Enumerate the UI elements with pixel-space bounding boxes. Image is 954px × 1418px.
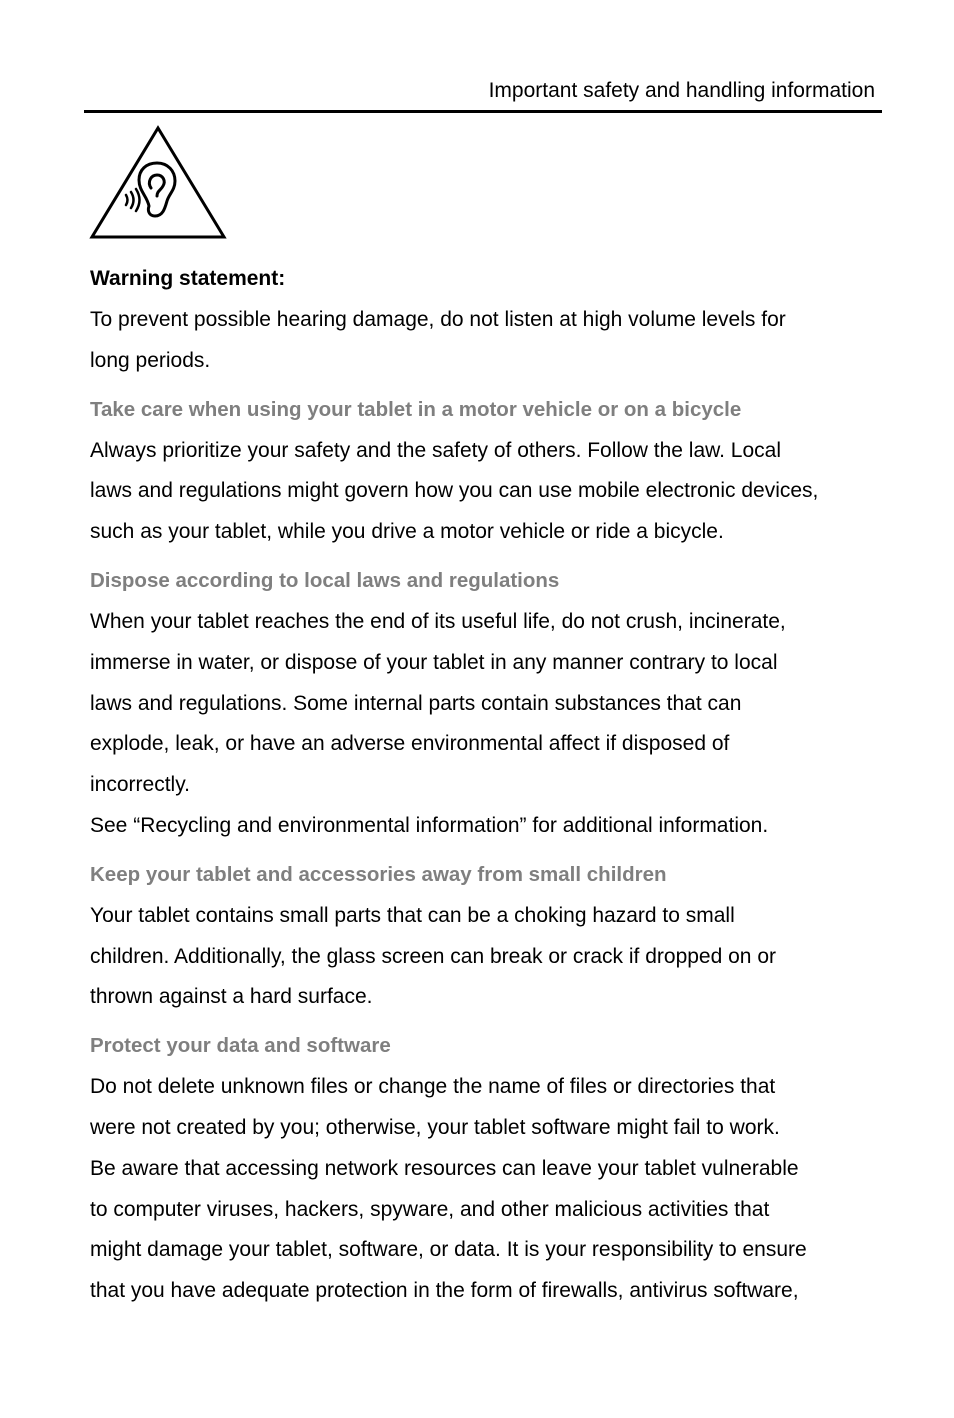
- paragraph-line: laws and regulations. Some internal parts contain substances that can: [90, 691, 742, 715]
- paragraph-line: Be aware that accessing network resources can leave your tablet vulnerable: [90, 1156, 799, 1180]
- section-heading-children: Keep your tablet and accessories away from small children: [90, 862, 667, 886]
- paragraph-line: that you have adequate protection in the form of firewalls, antivirus software,: [90, 1279, 799, 1303]
- paragraph-line: laws and regulations might govern how you can use mobile electronic devices,: [90, 479, 819, 503]
- warning-label: Warning statement:: [90, 267, 286, 290]
- paragraph-line: See “Recycling and environmental information” for additional information.: [90, 813, 769, 837]
- paragraph-line: thrown against a hard surface.: [90, 985, 373, 1009]
- paragraph-line: explode, leak, or have an adverse environmental affect if disposed of: [90, 732, 730, 756]
- warning-line: To prevent possible hearing damage, do not listen at high volume levels for: [90, 308, 786, 331]
- page-content: [90, 262, 890, 1312]
- paragraph-line: Do not delete unknown files or change the name of files or directories that: [90, 1075, 776, 1099]
- paragraph-line: Always prioritize your safety and the safety of others. Follow the law. Local: [90, 438, 782, 462]
- paragraph-line: Your tablet contains small parts that can be a choking hazard to small: [90, 903, 735, 927]
- section-heading-vehicle: Take care when using your tablet in a motor vehicle or on a bicycle: [90, 397, 742, 421]
- paragraph-line: immerse in water, or dispose of your tablet in any manner contrary to local: [90, 650, 778, 674]
- paragraph-line: such as your tablet, while you drive a motor vehicle or ride a bicycle.: [90, 520, 724, 544]
- warning-line: long periods.: [90, 348, 211, 372]
- header-title: Important safety and handling information: [488, 79, 875, 102]
- paragraph-line: to computer viruses, hackers, spyware, and other malicious activities that: [90, 1197, 770, 1221]
- paragraph-line: children. Additionally, the glass screen can break or crack if dropped on or: [90, 944, 776, 968]
- paragraph-line: might damage your tablet, software, or data. It is your responsibility to ensure: [90, 1238, 807, 1262]
- paragraph-line: When your tablet reaches the end of its useful life, do not crush, incinerate,: [90, 609, 786, 633]
- paragraph-line: were not created by you; otherwise, your tablet software might fail to work.: [90, 1115, 780, 1139]
- paragraph-line: incorrectly.: [90, 773, 190, 797]
- page-header: [84, 76, 882, 113]
- section-heading-data: Protect your data and software: [90, 1034, 391, 1058]
- hearing-warning-icon: [89, 124, 227, 240]
- section-heading-dispose: Dispose according to local laws and regulations: [90, 568, 560, 592]
